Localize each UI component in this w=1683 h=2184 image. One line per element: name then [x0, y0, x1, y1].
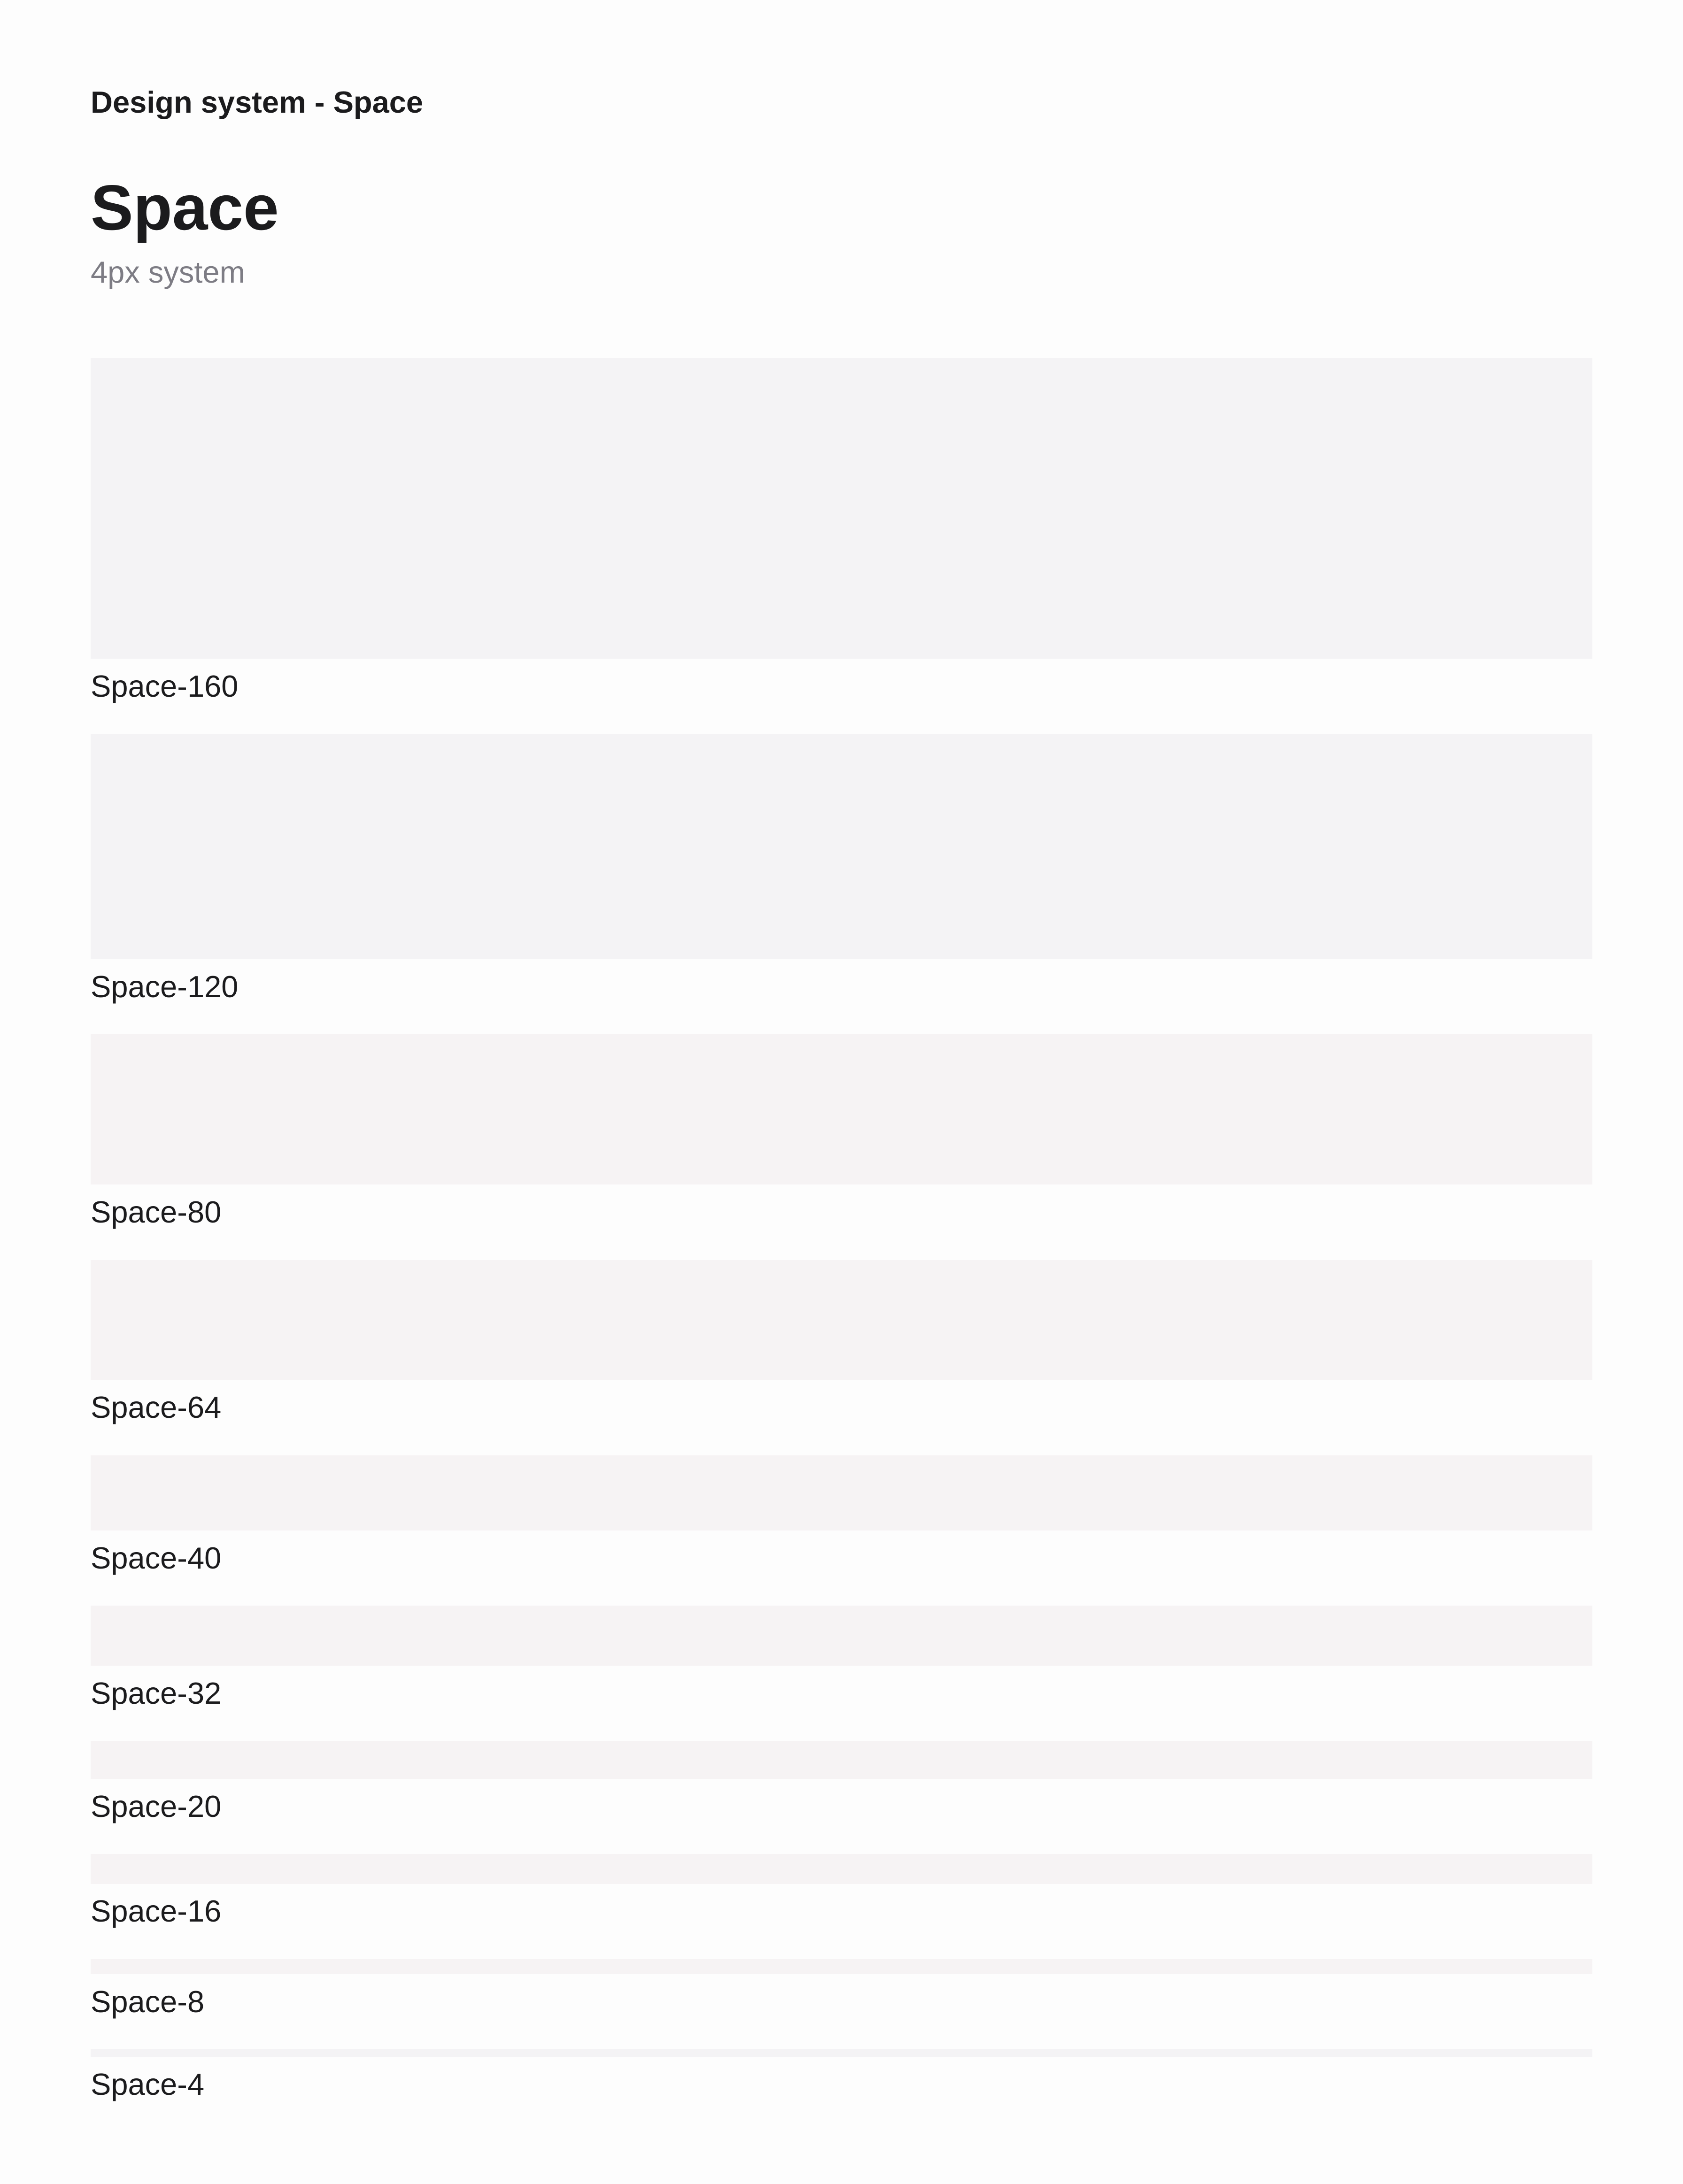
space-swatch-8 — [91, 1959, 1592, 1974]
space-label-40: Space-40 — [91, 1541, 222, 1575]
space-swatch-4 — [91, 2049, 1592, 2057]
space-swatch-16 — [91, 1854, 1592, 1884]
space-label-64: Space-64 — [91, 1390, 222, 1424]
space-swatch-32 — [91, 1606, 1592, 1666]
space-swatch-64 — [91, 1260, 1592, 1380]
page-title: Space — [91, 172, 279, 243]
space-swatch-40 — [91, 1455, 1592, 1530]
space-label-16: Space-16 — [91, 1894, 222, 1928]
space-label-20: Space-20 — [91, 1789, 222, 1823]
space-label-160: Space-160 — [91, 669, 239, 703]
document-title: Design system - Space — [91, 85, 424, 119]
space-swatch-160 — [91, 358, 1592, 659]
space-label-80: Space-80 — [91, 1195, 222, 1229]
space-swatch-20 — [91, 1741, 1592, 1779]
space-label-8: Space-8 — [91, 1984, 205, 2019]
page-subtitle: 4px system — [91, 255, 245, 289]
space-label-4: Space-4 — [91, 2067, 205, 2101]
space-label-32: Space-32 — [91, 1676, 222, 1710]
space-label-120: Space-120 — [91, 969, 239, 1004]
space-swatch-120 — [91, 734, 1592, 959]
space-swatch-80 — [91, 1034, 1592, 1184]
